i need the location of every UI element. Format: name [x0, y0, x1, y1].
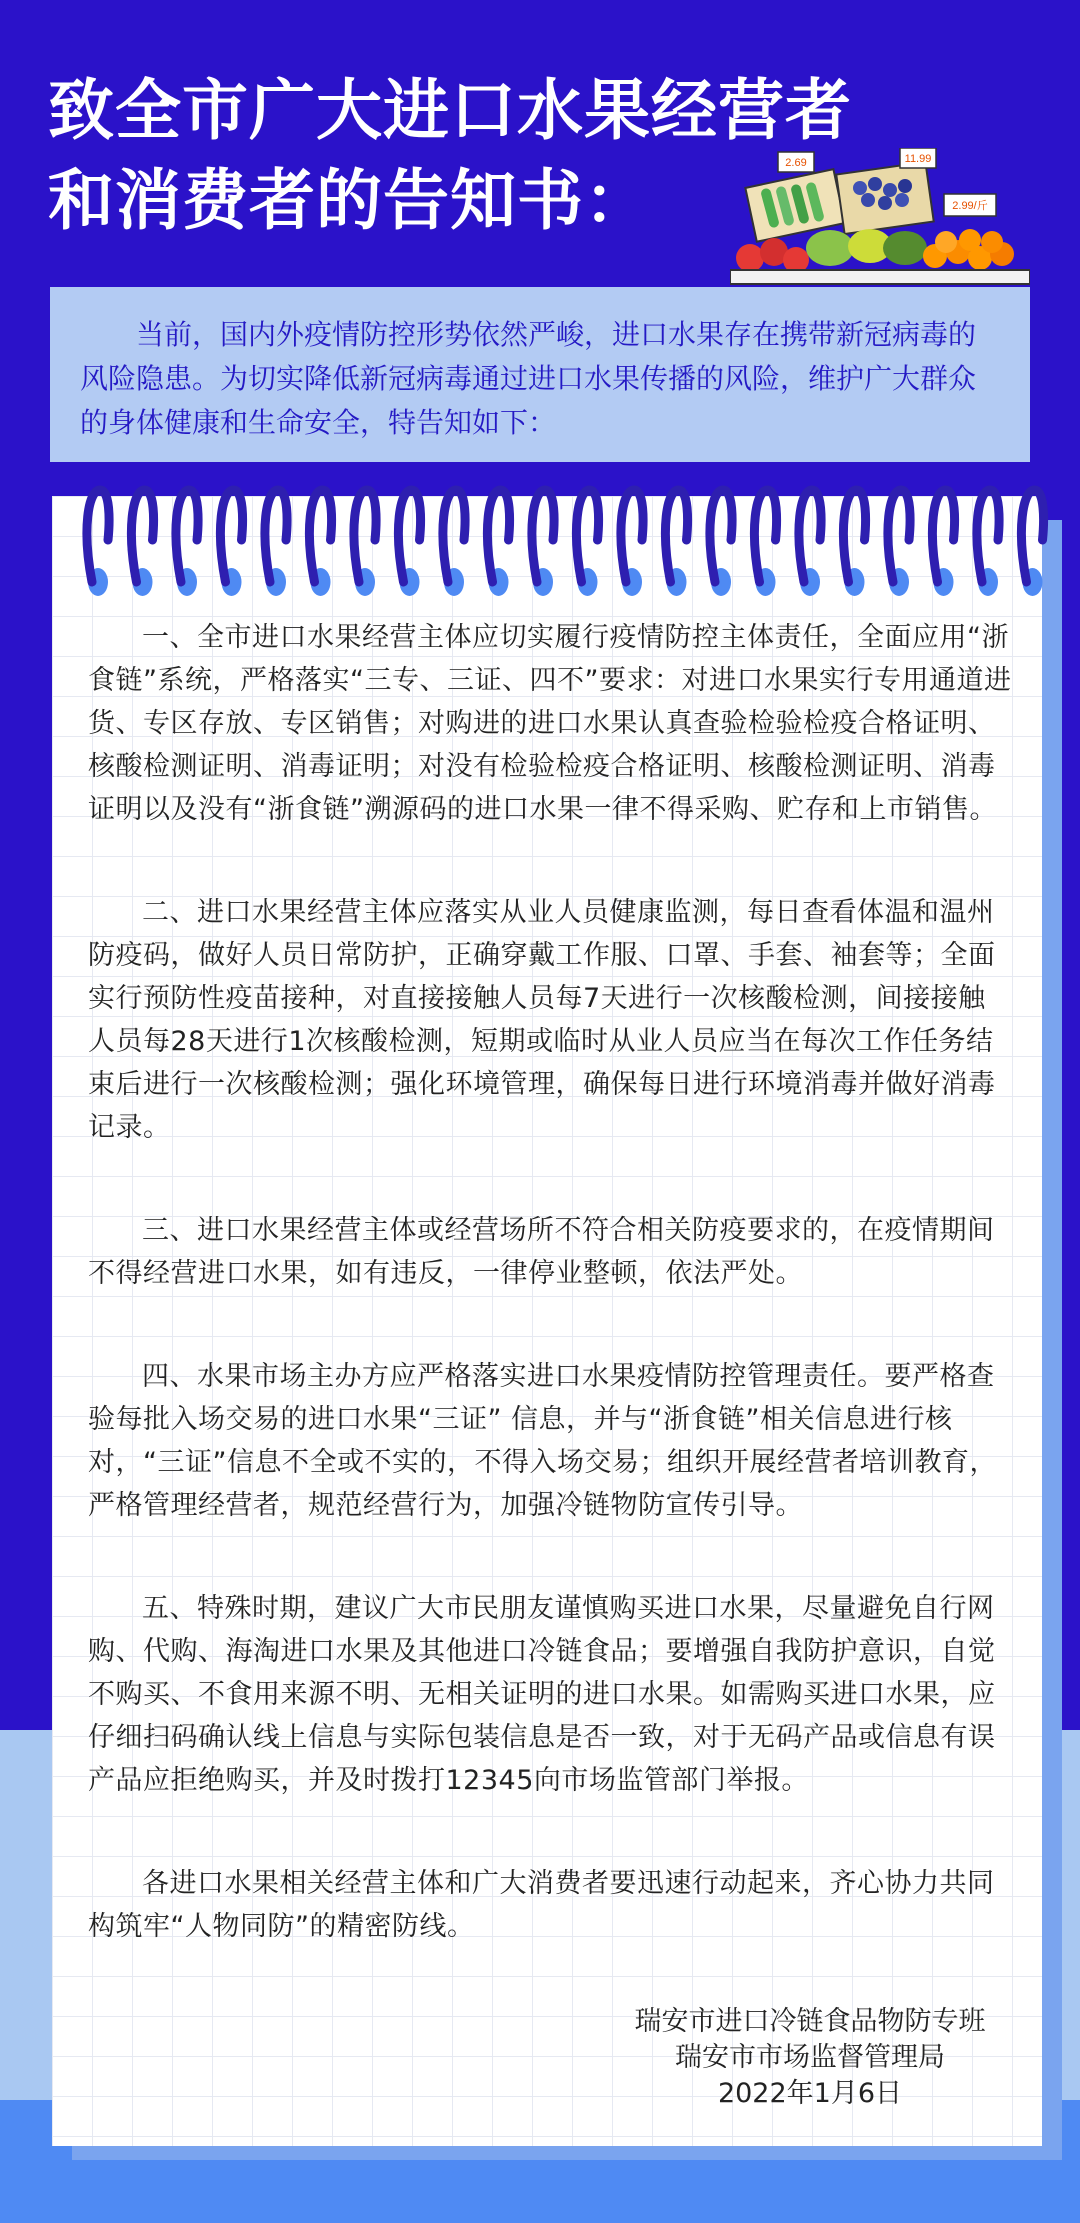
- section-4: 四、水果市场主办方应严格落实进口水果疫情防控管理责任。要严格查验每批入场交易的进口水果“三证” 信息，并与“浙食链”相关信息进行核对，“三证”信息不全或不实的，不得入场交易；组织开展经营者培训教育，严格管理经营者，规范经营行为，加强冷链物防宣传引导。: [88, 1361, 997, 1521]
- signature-org-2: 瑞安市市场监督管理局: [675, 2042, 945, 2073]
- section-3: 三、进口水果经营主体或经营场所不符合相关防疫要求的，在疫情期间不得经营进口水果，如有违反，一律停业整顿，依法严处。: [88, 1215, 995, 1289]
- section-5: 五、特殊时期，建议广大市民朋友谨慎购买进口水果，尽量避免自行网购、代购、海淘进口水果及其他进口冷链食品；要增强自我防护意识，自觉不购买、不食用来源不明、无相关证明的进口水果。如需购买进口水果，应仔细扫码确认线上信息与实际包装信息是否一致，对于无码产品或信息有误产品应拒绝购买，并及时拨打12345向市场监管部门举报。: [88, 1593, 996, 1796]
- signature-block: [560, 2004, 1060, 2112]
- closing-paragraph: 各进口水果相关经营主体和广大消费者要迅速行动起来，齐心协力共同构筑牢“人物同防”的精密防线。: [88, 1868, 995, 1942]
- notice-body: [88, 616, 1013, 2008]
- section-1: 一、全市进口水果经营主体应切实履行疫情防控主体责任，全面应用“浙食链”系统，严格落实“三专、三证、四不”要求：对进口水果实行专用通道进货、专区存放、专区销售；对购进的进口水果认真查验检验检疫合格证明、核酸检测证明、消毒证明；对没有检验检疫合格证明、核酸检测证明、消毒证明以及没有“浙食链”溯源码的进口水果一律不得采购、贮存和上市销售。: [88, 622, 1012, 825]
- intro-text: 当前，国内外疫情防控形势依然严峻，进口水果存在携带新冠病毒的风险隐患。为切实降低新冠病毒通过进口水果传播的风险，维护广大群众的身体健康和生命安全，特告知如下：: [80, 318, 977, 439]
- title-line-1: 致全市广大进口水果经营者: [48, 72, 852, 149]
- price-tag-2: 11.99: [904, 153, 932, 165]
- price-tag-3: 2.99/斤: [952, 200, 988, 212]
- price-tag-1: 2.69: [785, 157, 807, 169]
- section-2: 二、进口水果经营主体应落实从业人员健康监测，每日查看体温和温州防疫码，做好人员日常防护，正确穿戴工作服、口罩、手套、袖套等；全面实行预防性疫苗接种，对直接接触人员每7天进行一次核酸检测，间接接触人员每28天进行1次核酸检测，短期或临时从业人员应当在每次工作任务结束后进行一次核酸检测；强化环境管理，确保每日进行环境消毒并做好消毒记录。: [88, 897, 996, 1143]
- intro-box: [50, 287, 1030, 462]
- signature-date: 2022年1月6日: [717, 2078, 903, 2109]
- signature-org-1: 瑞安市进口冷链食品物防专班: [634, 2006, 986, 2037]
- fruit-stand-illustration: [730, 148, 1030, 288]
- title-line-2: 和消费者的告知书：: [48, 162, 651, 239]
- notebook-spiral-rings: [52, 470, 1052, 610]
